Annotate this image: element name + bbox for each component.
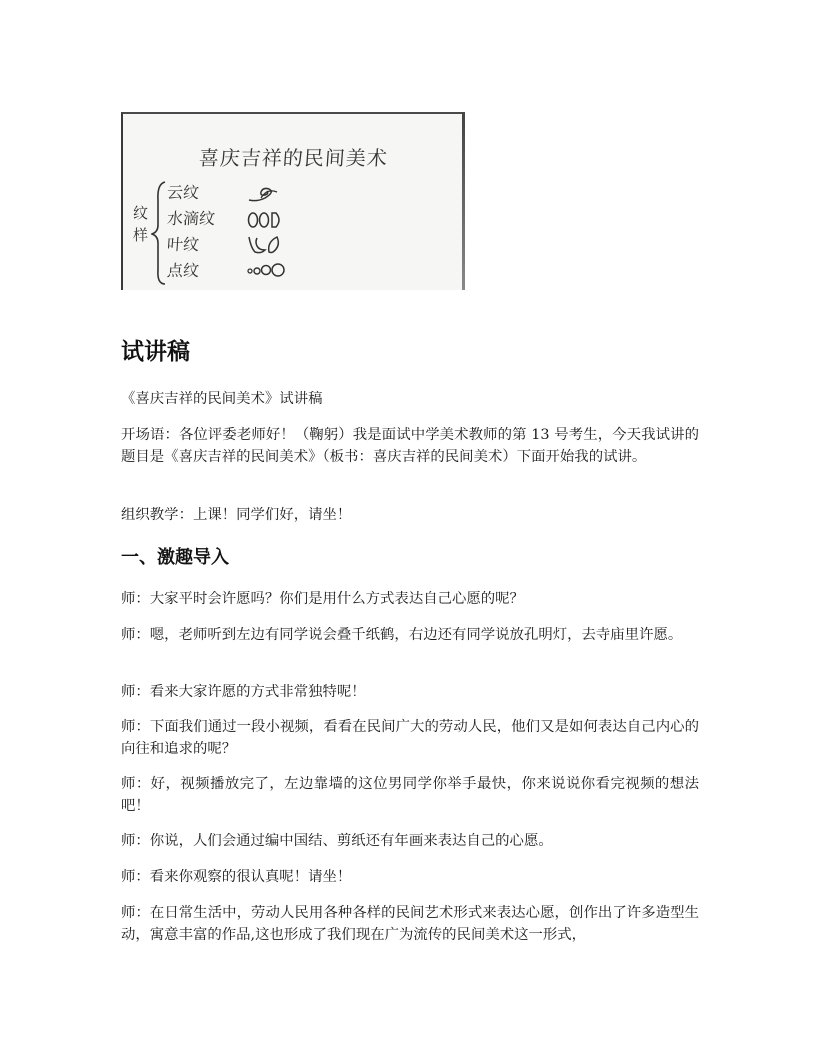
paragraph: 《喜庆吉祥的民间美术》试讲稿: [121, 391, 323, 407]
paragraph: 师：好，视频播放完了，左边靠墙的这位男同学你举手最快，你来说说你看完视频的想法吧！: [121, 776, 699, 814]
pattern-label: 点纹: [166, 261, 200, 280]
pattern-item: [166, 180, 216, 206]
paragraph: 组织教学：上课！同学们好，请坐！: [121, 507, 352, 523]
paragraph: 师：看来大家许愿的方式非常独特呢！: [121, 684, 366, 700]
paragraph: 师：大家平时会许愿吗？你们是用什么方式表达自己心愿的呢？: [121, 591, 524, 607]
paragraph: 师：嗯，老师听到左边有同学说会叠千纸鹤，右边还有同学说放孔明灯，去寺庙里许愿。: [121, 627, 683, 643]
paragraph: 师：你说，人们会通过编中国结、剪纸还有年画来表达自己的心愿。: [121, 833, 553, 849]
water-drop-pattern-icon: [247, 210, 287, 230]
section-heading: 一、激趣导入: [121, 547, 229, 568]
paragraph: 师：看来你观察的很认真呢！请坐！: [121, 869, 352, 885]
board-title: 喜庆吉祥的民间美术: [198, 146, 389, 170]
blackboard-photo: [121, 112, 465, 290]
page-title: 试讲稿: [121, 339, 190, 365]
dot-pattern-icon: [247, 260, 291, 278]
pattern-item: [166, 258, 216, 284]
paragraph: 师：在日常生活中，劳动人民用各种各样的民间艺术形式来表达心愿，创作出了许多造型生动，寓意丰富的作品,这也形成了我们现在广为流传的民间美术这一形式，: [121, 905, 699, 943]
board-side-label: 纹样: [133, 204, 149, 244]
pattern-label: 云纹: [166, 183, 200, 202]
pattern-item: [166, 232, 216, 258]
brace-icon: [151, 180, 167, 286]
pattern-label: 水滴纹: [166, 209, 216, 228]
paragraph: 开场语：各位评委老师好！（鞠躬）我是面试中学美术教师的第 13 号考生，今天我试讲的题目是《喜庆吉祥的民间美术》（板书：喜庆吉祥的民间美术）下面开始我的试讲。: [121, 427, 699, 465]
pattern-item: [166, 206, 216, 232]
leaf-pattern-icon: [247, 234, 287, 256]
pattern-list: [167, 180, 215, 284]
pattern-label: 叶纹: [166, 235, 200, 254]
paragraph: 师：下面我们通过一段小视频，看看在民间广大的劳动人民，他们又是如何表达自己内心的向往和追求的呢？: [121, 719, 699, 757]
cloud-pattern-icon: [247, 186, 281, 204]
